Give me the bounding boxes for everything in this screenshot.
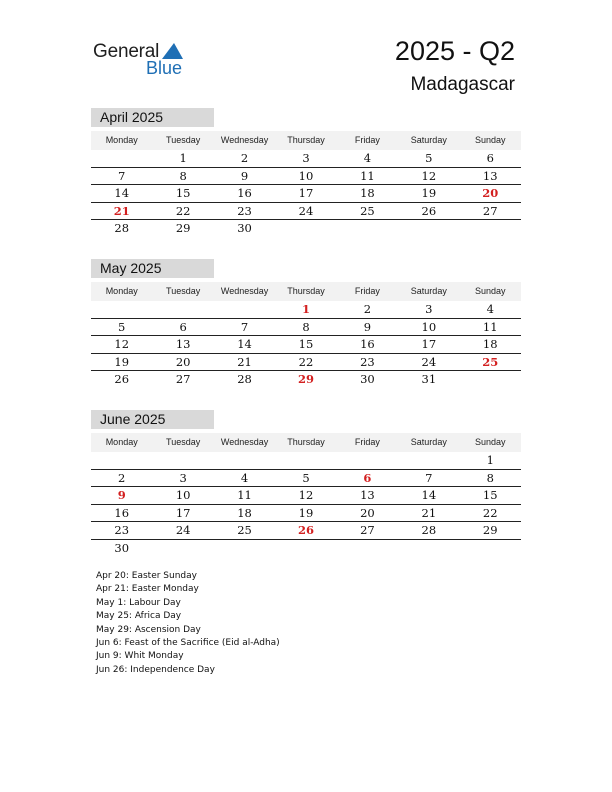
day-cell: 10	[421, 319, 437, 334]
month-calendar	[91, 108, 521, 237]
month-label: April 2025	[91, 108, 214, 127]
week-row	[91, 354, 521, 372]
day-cell: 27	[360, 523, 375, 537]
day-cell	[337, 452, 398, 469]
day-cell	[91, 452, 152, 469]
day-cell: 3	[302, 151, 310, 165]
day-cell: 30	[360, 372, 375, 386]
week-row	[91, 371, 521, 388]
page-title: 2025 - Q2	[394, 36, 515, 66]
day-cell: 16	[114, 505, 130, 520]
day-cell: 28	[421, 523, 437, 537]
weekday-label: Sunday	[474, 437, 506, 447]
holiday-item: Apr 21: Easter Monday	[96, 584, 199, 595]
day-cell: 18	[482, 337, 498, 351]
day-cell: 9	[240, 168, 249, 183]
day-cell: 12	[421, 168, 437, 183]
month-label: June 2025	[91, 410, 214, 429]
week-row	[91, 522, 521, 540]
day-cell: 6	[179, 319, 187, 334]
day-cell: 5	[425, 151, 433, 165]
day-cell: 28	[237, 372, 252, 386]
weekday-label: Wednesday	[220, 135, 269, 145]
day-cell: 8	[486, 470, 494, 485]
holiday-item: May 1: Labour Day	[96, 597, 181, 608]
day-cell: 8	[179, 168, 187, 183]
day-cell: 20	[482, 186, 499, 200]
weekday-label: Monday	[105, 286, 138, 296]
day-cell: 15	[175, 186, 191, 200]
day-cell: 1	[301, 302, 310, 316]
day-cell: 1	[486, 453, 494, 467]
day-cell: 26	[297, 523, 314, 537]
holiday-item: Apr 20: Easter Sunday	[96, 571, 197, 581]
day-cell: 12	[114, 337, 130, 351]
day-cell	[91, 301, 152, 318]
day-cell: 25	[237, 523, 252, 537]
weekday-label: Tuesday	[166, 286, 201, 296]
day-cell	[152, 452, 213, 469]
holiday-item: Jun 26: Independence Day	[96, 664, 215, 675]
day-cell: 20	[360, 505, 375, 520]
day-cell: 7	[118, 168, 126, 183]
day-cell: 2	[240, 151, 249, 165]
day-cell: 23	[360, 354, 375, 369]
day-cell: 29	[297, 372, 314, 386]
day-cell	[275, 540, 336, 557]
weekday-label: Monday	[105, 437, 138, 447]
weekday-label: Wednesday	[220, 437, 269, 447]
day-cell: 27	[482, 203, 498, 218]
day-cell: 21	[421, 505, 437, 520]
day-cell: 11	[360, 168, 375, 183]
day-cell: 19	[421, 186, 437, 200]
day-cell: 29	[482, 523, 498, 537]
weekday-label: Tuesday	[166, 135, 201, 145]
weekday-label: Thursday	[287, 437, 325, 447]
week-row	[91, 220, 521, 237]
day-cell	[214, 301, 275, 318]
day-cell: 8	[302, 319, 310, 334]
country-name: Madagascar	[410, 74, 515, 95]
weekday-label: Sunday	[474, 135, 506, 145]
day-cell: 3	[179, 470, 187, 485]
weekday-label: Friday	[354, 286, 380, 296]
day-cell: 5	[118, 319, 126, 334]
day-cell: 17	[298, 186, 314, 200]
day-cell: 15	[298, 337, 314, 351]
day-cell: 6	[363, 470, 372, 485]
weekday-label: Monday	[105, 135, 138, 145]
week-row	[91, 301, 521, 319]
day-cell: 13	[360, 488, 375, 502]
day-cell: 9	[363, 319, 372, 334]
day-cell: 23	[114, 523, 130, 537]
generalblue-logo	[93, 40, 193, 80]
day-cell: 4	[486, 302, 494, 316]
day-cell: 30	[237, 221, 252, 235]
day-cell: 25	[360, 203, 375, 218]
day-cell	[460, 220, 521, 237]
month-calendar	[91, 259, 521, 388]
day-cell: 24	[421, 354, 437, 369]
weekday-header	[91, 433, 521, 452]
weekday-label: Saturday	[410, 286, 447, 296]
day-cell: 7	[240, 319, 249, 334]
day-cell: 28	[114, 221, 130, 235]
day-cell: 14	[114, 186, 130, 200]
day-cell: 18	[360, 186, 375, 200]
week-row	[91, 487, 521, 505]
week-row	[91, 150, 521, 168]
day-cell	[398, 452, 459, 469]
weekday-label: Friday	[354, 437, 380, 447]
day-cell: 11	[237, 488, 252, 502]
day-cell: 19	[298, 505, 314, 520]
day-cell	[152, 301, 213, 318]
day-cell: 21	[113, 203, 130, 218]
weekday-header	[91, 282, 521, 301]
day-cell: 27	[175, 372, 191, 386]
day-cell: 2	[118, 470, 126, 485]
weekday-label: Tuesday	[166, 437, 201, 447]
week-row	[91, 452, 521, 470]
month-label: May 2025	[91, 259, 214, 278]
day-cell	[398, 540, 459, 557]
weekday-label: Saturday	[410, 437, 447, 447]
day-cell	[460, 371, 521, 388]
day-cell	[214, 540, 275, 557]
day-cell: 23	[237, 203, 252, 218]
day-cell: 4	[240, 470, 249, 485]
weekday-label: Thursday	[287, 286, 325, 296]
day-cell: 10	[175, 488, 191, 502]
logo-text-blue: Blue	[146, 58, 183, 78]
day-cell	[275, 452, 336, 469]
weekday-label: Wednesday	[220, 286, 269, 296]
weekday-header	[91, 131, 521, 150]
day-cell: 26	[114, 372, 130, 386]
holiday-item: Jun 6: Feast of the Sacrifice (Eid al-Adha)	[96, 638, 280, 649]
day-cell: 1	[179, 151, 187, 165]
day-cell: 9	[117, 488, 126, 502]
day-cell: 17	[175, 505, 191, 520]
day-cell: 19	[114, 354, 130, 369]
holiday-list	[96, 570, 280, 677]
week-row	[91, 319, 521, 337]
day-cell	[275, 220, 336, 237]
day-cell	[398, 220, 459, 237]
day-cell: 16	[360, 337, 375, 351]
day-cell: 4	[363, 151, 372, 165]
week-row	[91, 505, 521, 523]
day-cell: 3	[425, 302, 433, 316]
day-cell: 29	[175, 221, 191, 235]
holiday-item: May 29: Ascension Day	[96, 624, 201, 635]
week-row	[91, 168, 521, 186]
week-row	[91, 336, 521, 354]
day-cell: 25	[482, 354, 499, 369]
day-cell: 20	[175, 354, 191, 369]
day-cell: 22	[175, 203, 191, 218]
day-cell: 2	[363, 302, 372, 316]
weekday-label: Sunday	[474, 286, 506, 296]
day-cell	[337, 540, 398, 557]
day-cell: 31	[421, 372, 437, 386]
weekday-label: Saturday	[410, 135, 447, 145]
holiday-item: May 25: Africa Day	[96, 611, 182, 622]
day-cell: 7	[425, 470, 433, 485]
day-cell: 12	[298, 488, 314, 502]
week-row	[91, 540, 521, 557]
day-cell: 21	[237, 354, 252, 369]
day-cell: 6	[486, 151, 494, 165]
day-cell: 14	[237, 337, 252, 351]
day-cell: 24	[298, 203, 314, 218]
month-calendar	[91, 410, 521, 556]
day-cell: 13	[482, 168, 498, 183]
day-cell: 18	[237, 505, 252, 520]
day-cell: 16	[237, 186, 252, 200]
day-cell: 13	[175, 337, 191, 351]
day-cell: 11	[482, 319, 498, 334]
day-cell	[91, 150, 152, 167]
week-row	[91, 185, 521, 203]
day-cell: 24	[175, 523, 191, 537]
day-cell: 22	[298, 354, 314, 369]
day-cell	[214, 452, 275, 469]
day-cell	[460, 540, 521, 557]
day-cell: 22	[482, 505, 498, 520]
day-cell: 26	[421, 203, 437, 218]
day-cell: 10	[298, 168, 314, 183]
day-cell: 5	[302, 470, 310, 485]
day-cell	[152, 540, 213, 557]
weekday-label: Friday	[354, 135, 380, 145]
day-cell: 15	[482, 488, 498, 502]
day-cell	[337, 220, 398, 237]
logo-text-general: General	[93, 41, 160, 62]
week-row	[91, 203, 521, 221]
day-cell: 14	[421, 488, 437, 502]
logo-triangle-icon	[162, 43, 184, 59]
day-cell: 30	[114, 540, 130, 555]
holiday-item: Jun 9: Whit Monday	[96, 651, 184, 662]
weekday-label: Thursday	[287, 135, 325, 145]
day-cell: 17	[421, 337, 437, 351]
week-row	[91, 470, 521, 488]
